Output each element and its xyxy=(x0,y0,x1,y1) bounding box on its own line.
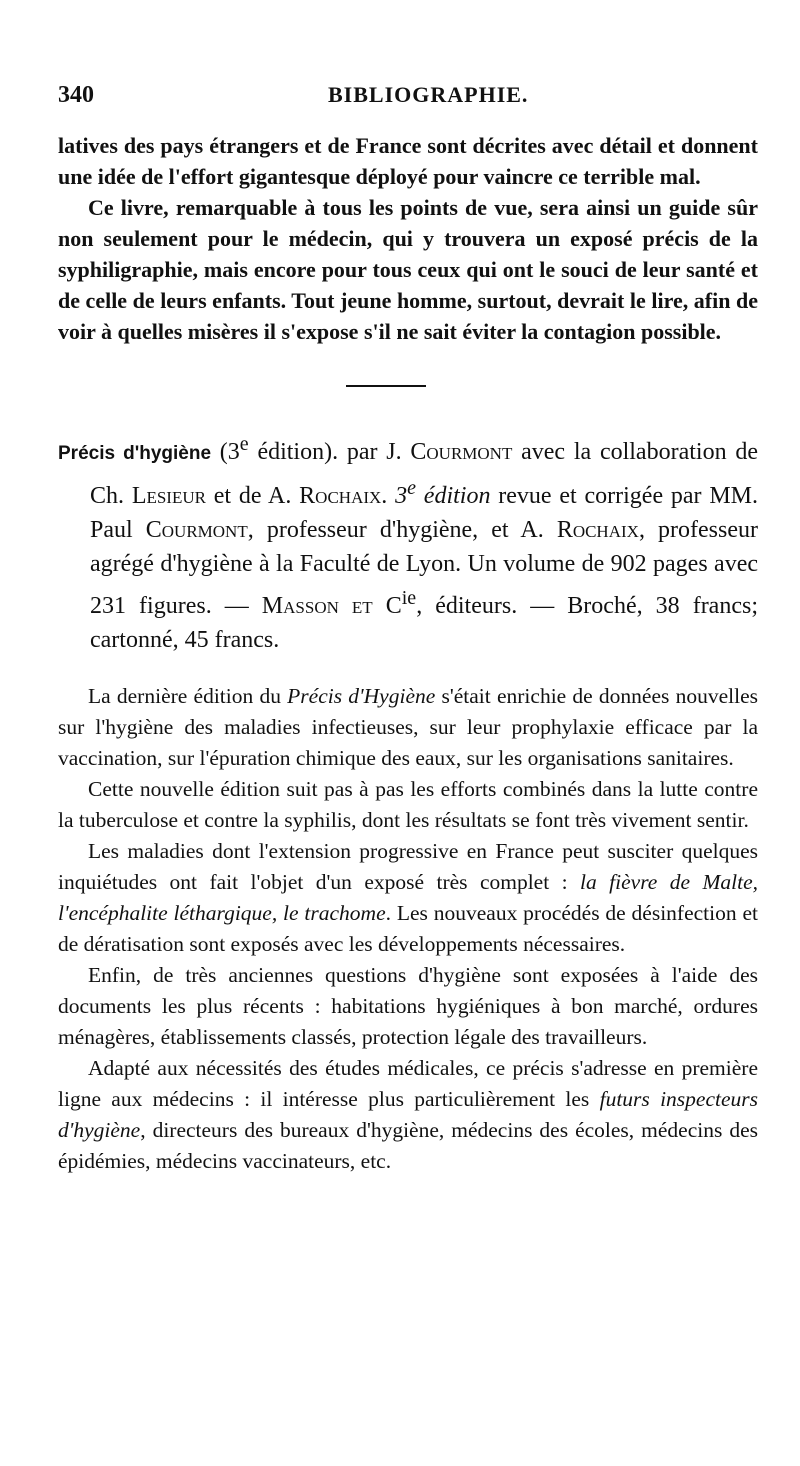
paragraph: Enfin, de très anciennes questions d'hygiène sont exposées à l'aide des documents les plus récents : habitations hygiéniques à bon marché, ordures ménagères, établissements classés, protection légale des travailleurs. xyxy=(58,963,758,1049)
paragraph: Cette nouvelle édition suit pas à pas les efforts combinés dans la lutte contre la tuberculose et contre la syphilis, dont les résultats se font très vivement sentir. xyxy=(58,777,758,832)
paragraph: Adapté aux nécessités des études médicales, ce précis s'adresse en première ligne aux médecins : il intéresse plus particulièrement les futurs inspecteurs d'hygiène, directeurs des bureaux d'hygiène, médecins des écoles, médecins des épidémies, médecins vaccinateurs, etc. xyxy=(58,1056,758,1173)
page-number: 340 xyxy=(58,82,94,108)
paragraph: latives des pays étrangers et de France sont décrites avec détail et donnent une idée de l'effort gigantesque déployé pour vaincre ce terrible mal. xyxy=(58,133,758,189)
book-title: Précis d'hygiène xyxy=(58,443,212,464)
previous-review xyxy=(58,130,758,347)
paragraph: Ce livre, remarquable à tous les points de vue, sera ainsi un guide sûr non seulement pour le médecin, qui y trouvera un exposé précis de la syphiligraphie, mais encore pour tous ceux qui ont le souci de leur santé et de celle de leurs enfants. Tout jeune homme, surtout, devrait le lire, afin de voir à quelles misères il s'expose s'il ne sait éviter la contagion possible. xyxy=(58,195,758,344)
edition-label: 3e édition xyxy=(395,477,491,509)
author-name: Courmont xyxy=(145,517,248,543)
book-title-italic: Précis d'Hygiène xyxy=(287,684,436,708)
publisher-name: Masson et C xyxy=(261,593,402,619)
author-name: Rochaix xyxy=(299,483,382,509)
section-divider xyxy=(346,385,426,387)
disease-list: la fièvre de Malte, l'encéphalite léthargique, le trachome xyxy=(58,870,758,925)
author-name: Courmont xyxy=(410,439,513,465)
paragraph: Les maladies dont l'extension progressive en France peut susciter quelques inquiétudes ont fait l'objet d'un exposé très complet : la fièvre de Malte, l'encéphalite léthargique, le trachome. Les nouveaux procédés de désinfection et de dératisation sont exposés avec les développements nécessaires. xyxy=(58,839,758,956)
book-page xyxy=(58,82,758,1177)
author-name: Lesieur xyxy=(131,483,206,509)
page-header xyxy=(58,82,758,130)
author-name: Rochaix xyxy=(556,517,639,543)
review-text xyxy=(58,681,758,1177)
audience-italic: futurs inspecteurs d'hygiène xyxy=(58,1087,758,1142)
bibliographic-entry: Précis d'hygiène (3e édition). par J. Courmont avec la collaboration de Ch. Lesieur et de A. Rochaix. 3e édition revue et corrigée par MM. Paul Courmont, professeur d'hygiène, et A. Rochaix, professeur agrégé d'hygiène à la Faculté de Lyon. Un volume de 902 pages avec 231 figures. — Masson et $C^{ie}$, éditeurs. — Broché, 38 francs; cartonné, 45 francs. xyxy=(58,433,759,653)
running-head: BIBLIOGRAPHIE. xyxy=(328,82,529,107)
paragraph: La dernière édition du Précis d'Hygiène s'était enrichie de données nouvelles sur l'hygiène des maladies infectieuses, sur leur prophylaxie efficace par la vaccination, sur l'épuration chimique des eaux, sur les organisations sanitaires. xyxy=(58,684,758,770)
